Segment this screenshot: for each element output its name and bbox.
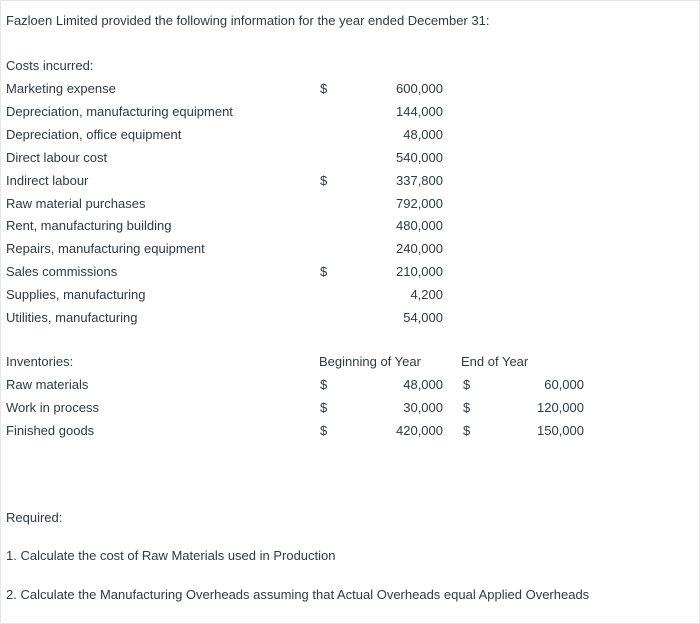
cost-amount: 792,000 bbox=[396, 196, 443, 211]
inventory-end-value: 60,000 bbox=[544, 377, 584, 392]
cost-label: Utilities, manufacturing bbox=[6, 310, 138, 325]
inventory-col-end: End of Year bbox=[461, 354, 529, 369]
cost-amount: 480,000 bbox=[396, 218, 443, 233]
inventory-begin-value: 420,000 bbox=[396, 423, 443, 438]
cost-label: Raw material purchases bbox=[6, 196, 146, 211]
inventory-begin-value: 48,000 bbox=[403, 377, 443, 392]
inventory-col-begin: Beginning of Year bbox=[319, 354, 421, 369]
cost-label: Marketing expense bbox=[6, 81, 116, 96]
inventory-begin-value: 30,000 bbox=[403, 400, 443, 415]
inventory-end-currency: $ bbox=[463, 377, 471, 392]
required-question-2: 2. Calculate the Manufacturing Overheads assuming that Actual Overheads equal Applied Overheads bbox=[6, 587, 590, 602]
inventory-end-value: 120,000 bbox=[537, 400, 584, 415]
cost-currency: $ bbox=[320, 173, 328, 188]
cost-label: Depreciation, office equipment bbox=[6, 127, 182, 142]
inventory-begin-currency: $ bbox=[320, 423, 328, 438]
cost-label: Sales commissions bbox=[6, 264, 118, 279]
cost-label: Direct labour cost bbox=[6, 150, 108, 165]
cost-amount: 600,000 bbox=[396, 81, 443, 96]
cost-amount: 54,000 bbox=[403, 310, 443, 325]
inventory-end-value: 150,000 bbox=[537, 423, 584, 438]
intro-text: Fazloen Limited provided the following information for the year ended December 31: bbox=[6, 13, 490, 28]
inventory-begin-currency: $ bbox=[320, 377, 328, 392]
cost-amount: 240,000 bbox=[396, 241, 443, 256]
cost-amount: 48,000 bbox=[403, 127, 443, 142]
cost-amount: 540,000 bbox=[396, 150, 443, 165]
inventory-label: Work in process bbox=[6, 400, 99, 415]
required-heading: Required: bbox=[6, 510, 63, 525]
cost-currency: $ bbox=[320, 264, 328, 279]
cost-amount: 4,200 bbox=[410, 287, 443, 302]
cost-label: Indirect labour bbox=[6, 173, 89, 188]
inventory-end-currency: $ bbox=[463, 423, 471, 438]
inventory-label: Finished goods bbox=[6, 423, 95, 438]
costs-heading: Costs incurred: bbox=[6, 58, 94, 73]
cost-amount: 144,000 bbox=[396, 104, 443, 119]
cost-label: Rent, manufacturing building bbox=[6, 218, 172, 233]
cost-label: Supplies, manufacturing bbox=[6, 287, 146, 302]
cost-amount: 337,800 bbox=[396, 173, 443, 188]
cost-amount: 210,000 bbox=[396, 264, 443, 279]
inventory-label: Raw materials bbox=[6, 377, 89, 392]
inventories-heading: Inventories: bbox=[6, 354, 74, 369]
inventory-begin-currency: $ bbox=[320, 400, 328, 415]
cost-currency: $ bbox=[320, 81, 328, 96]
required-question-1: 1. Calculate the cost of Raw Materials used in Production bbox=[6, 548, 336, 563]
inventory-end-currency: $ bbox=[463, 400, 471, 415]
cost-label: Depreciation, manufacturing equipment bbox=[6, 104, 233, 119]
cost-label: Repairs, manufacturing equipment bbox=[6, 241, 205, 256]
